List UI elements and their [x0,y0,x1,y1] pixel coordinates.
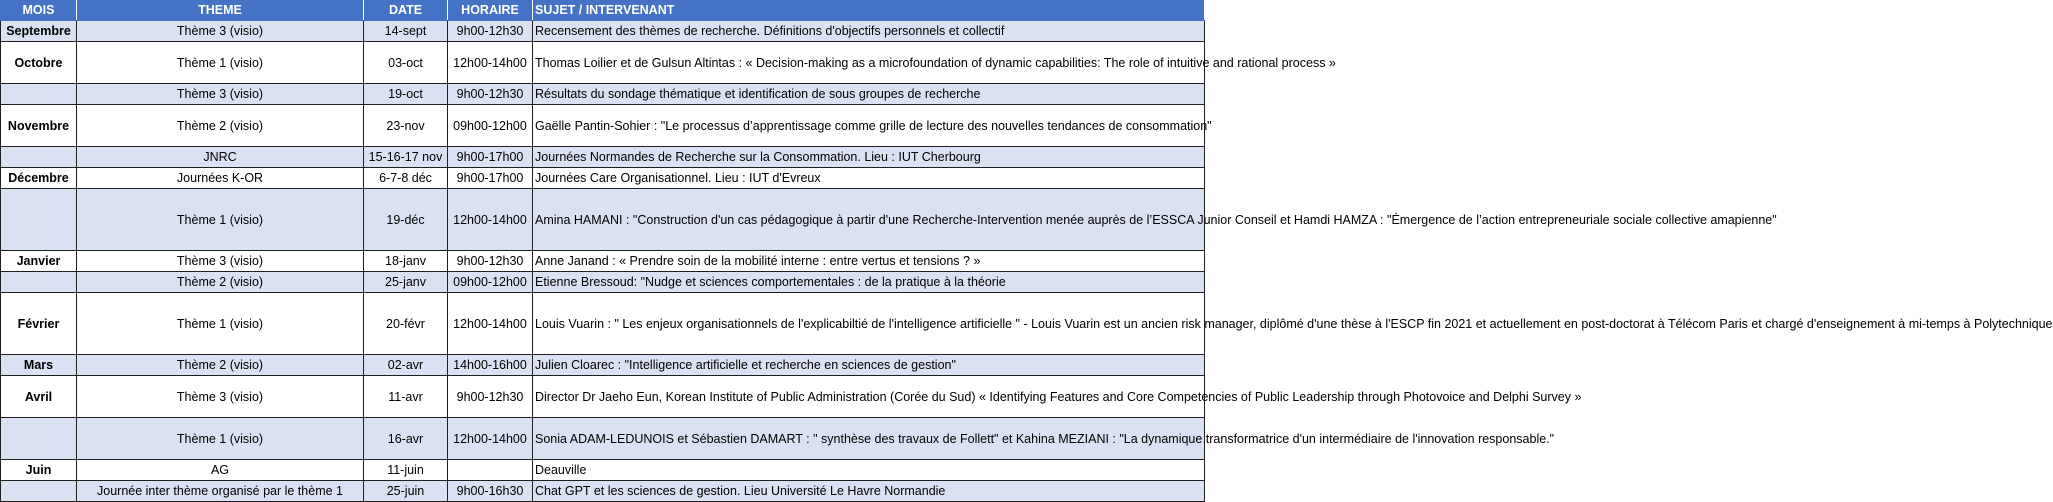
cell-mois: Octobre [1,42,77,84]
cell-sujet: Director Dr Jaeho Eun, Korean Institute of Public Administration (Corée du Sud) « Identifying Features and Core Competencies of Public Leadership through Photovoice and Delphi Survey » [533,376,1205,418]
cell-date: 15-16-17 nov [364,147,448,168]
cell-date: 25-juin [364,481,448,502]
table-row [1,21,1205,42]
cell-horaire: 9h00-16h30 [448,481,533,502]
cell-date: 19-déc [364,189,448,251]
cell-mois: Décembre [1,168,77,189]
table-row [1,147,1205,168]
cell-sujet: Journées Care Organisationnel. Lieu : IUT d'Evreux [533,168,1205,189]
header-mois: MOIS [1,1,77,21]
cell-sujet: Thomas Loilier et de Gulsun Altintas : « Decision-making as a microfoundation of dynamic capabilities: The role of intuitive and rational process » [533,42,1205,84]
cell-horaire: 9h00-17h00 [448,147,533,168]
cell-horaire: 9h00-17h00 [448,168,533,189]
cell-theme: JNRC [77,147,364,168]
header-theme: THEME [77,1,364,21]
cell-sujet: Chat GPT et les sciences de gestion. Lieu Université Le Havre Normandie [533,481,1205,502]
cell-sujet: Journées Normandes de Recherche sur la Consommation. Lieu : IUT Cherbourg [533,147,1205,168]
header-row [1,1,1205,21]
cell-mois [1,272,77,293]
cell-mois: Avril [1,376,77,418]
cell-horaire [448,460,533,481]
cell-horaire: 12h00-14h00 [448,42,533,84]
cell-theme: Journée inter thème organisé par le thème 1 [77,481,364,502]
cell-horaire: 09h00-12h00 [448,105,533,147]
cell-date: 18-janv [364,251,448,272]
table-row [1,42,1205,84]
cell-date: 23-nov [364,105,448,147]
cell-mois [1,147,77,168]
cell-sujet: Résultats du sondage thématique et identification de sous groupes de recherche [533,84,1205,105]
cell-sujet: Julien Cloarec : "Intelligence artificielle et recherche en sciences de gestion" [533,355,1205,376]
cell-mois: Février [1,293,77,355]
table-row [1,84,1205,105]
cell-mois [1,189,77,251]
cell-date: 03-oct [364,42,448,84]
cell-mois [1,84,77,105]
cell-theme: Thème 3 (visio) [77,21,364,42]
cell-date: 02-avr [364,355,448,376]
cell-theme: Thème 2 (visio) [77,355,364,376]
cell-horaire: 12h00-14h00 [448,418,533,460]
cell-date: 14-sept [364,21,448,42]
cell-theme: Thème 3 (visio) [77,251,364,272]
table-row [1,460,1205,481]
cell-sujet: Anne Janand : « Prendre soin de la mobilité interne : entre vertus et tensions ? » [533,251,1205,272]
cell-horaire: 09h00-12h00 [448,272,533,293]
cell-mois: Novembre [1,105,77,147]
header-date: DATE [364,1,448,21]
cell-date: 16-avr [364,418,448,460]
cell-date: 25-janv [364,272,448,293]
cell-mois: Septembre [1,21,77,42]
table-row [1,272,1205,293]
cell-theme: Thème 1 (visio) [77,42,364,84]
cell-mois: Janvier [1,251,77,272]
cell-theme: Thème 2 (visio) [77,105,364,147]
cell-sujet: Sonia ADAM-LEDUNOIS et Sébastien DAMART : " synthèse des travaux de Follett" et Kahina MEZIANI : "La dynamique transformatrice d'un intermédiaire de l'innovation responsable." [533,418,1205,460]
cell-sujet: Deauville [533,460,1205,481]
table-row [1,189,1205,251]
cell-theme: Thème 1 (visio) [77,418,364,460]
cell-theme: Thème 2 (visio) [77,272,364,293]
cell-theme: AG [77,460,364,481]
cell-horaire: 9h00-12h30 [448,251,533,272]
cell-sujet: Amina HAMANI : "Construction d'un cas pédagogique à partir d'une Recherche-Intervention menée auprès de l’ESSCA Junior Conseil et Hamdi HAMZA : "Émergence de l’action entrepreneuriale sociale collective amapienne" [533,189,1205,251]
cell-theme: Journées K-OR [77,168,364,189]
cell-mois: Mars [1,355,77,376]
table-row [1,376,1205,418]
cell-mois [1,481,77,502]
table-row [1,481,1205,502]
cell-date: 6-7-8 déc [364,168,448,189]
cell-horaire: 9h00-12h30 [448,84,533,105]
cell-horaire: 12h00-14h00 [448,293,533,355]
cell-theme: Thème 1 (visio) [77,293,364,355]
header-horaire: HORAIRE [448,1,533,21]
cell-horaire: 12h00-14h00 [448,189,533,251]
cell-theme: Thème 3 (visio) [77,84,364,105]
header-sujet: SUJET / INTERVENANT [533,1,1205,21]
cell-date: 20-févr [364,293,448,355]
cell-theme: Thème 1 (visio) [77,189,364,251]
cell-sujet: Gaëlle Pantin-Sohier : "Le processus d’apprentissage comme grille de lecture des nouvelles tendances de consommation" [533,105,1205,147]
cell-sujet: Etienne Bressoud: "Nudge et sciences comportementales : de la pratique à la théorie [533,272,1205,293]
cell-horaire: 9h00-12h30 [448,21,533,42]
table-row [1,355,1205,376]
cell-theme: Thème 3 (visio) [77,376,364,418]
cell-horaire: 14h00-16h00 [448,355,533,376]
cell-date: 11-juin [364,460,448,481]
table-row [1,105,1205,147]
cell-sujet: Louis Vuarin : " Les enjeux organisationnels de l'explicabiltié de l'intelligence artificielle " - Louis Vuarin est un ancien risk manager, diplômé d'une thèse à l'ESCP fin 2021 et actuellement en post-doctorat à Télécom Paris et chargé d'enseignement à mi-temps à Polytechnique [533,293,1205,355]
table-row [1,168,1205,189]
cell-date: 19-oct [364,84,448,105]
table-row [1,418,1205,460]
cell-mois: Juin [1,460,77,481]
table-row [1,293,1205,355]
table-row [1,251,1205,272]
cell-date: 11-avr [364,376,448,418]
cell-horaire: 9h00-12h30 [448,376,533,418]
cell-mois [1,418,77,460]
cell-sujet: Recensement des thèmes de recherche. Définitions d'objectifs personnels et collectif [533,21,1205,42]
